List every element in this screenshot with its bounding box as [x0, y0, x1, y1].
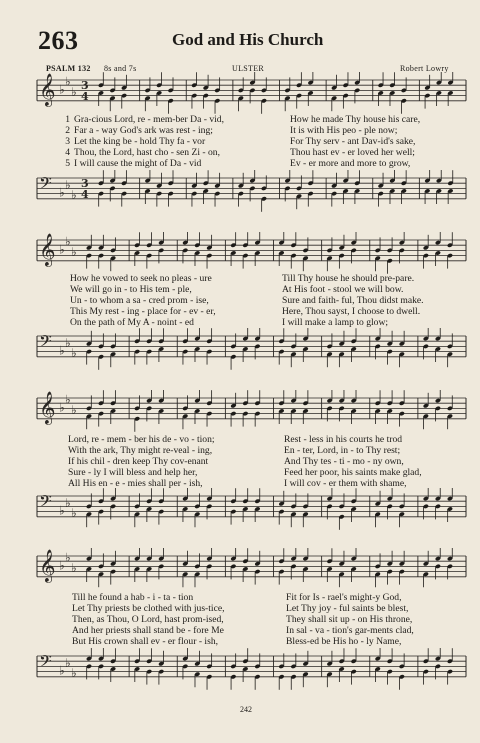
- flat-icon: ♭: [59, 82, 65, 97]
- lyric-line: Lord, re - mem - ber his de - vo - tion;: [68, 434, 215, 445]
- flat-icon: ♭: [65, 177, 71, 192]
- lyric-line: Let Thy priests be clothed with jus-tice,: [72, 603, 225, 614]
- flat-icon: ♭: [65, 495, 71, 510]
- verse-number: 2: [65, 125, 70, 136]
- flat-icon: ♭: [59, 185, 65, 200]
- page-number: 242: [240, 705, 252, 714]
- lyric-line: At His foot - stool we will bow.: [282, 284, 404, 295]
- lyric-line: With the ark, Thy might re-veal - ing,: [68, 445, 213, 456]
- hymn-number: 263: [38, 26, 79, 55]
- lyric-line: I will make a lamp to glow;: [282, 317, 389, 328]
- lyric-line: How he vowed to seek no pleas - ure: [70, 273, 212, 284]
- lyric-line: Feed her poor, his saints make glad,: [284, 467, 422, 478]
- treble-staff-2: [0, 232, 480, 276]
- flat-icon: ♭: [65, 234, 71, 249]
- flat-icon: ♭: [59, 663, 65, 678]
- treble-clef-icon: 𝄞: [39, 233, 56, 266]
- lyric-line: Thou hast ev - er loved her well;: [290, 147, 415, 158]
- bass-staff-3: [0, 488, 480, 534]
- lyric-line: Sure - ly I will bless and help her,: [68, 467, 198, 478]
- bass-staff-1: [0, 170, 480, 224]
- lyric-line: Rest - less in his courts he trod: [284, 434, 403, 445]
- psalm-reference: PSALM 132: [46, 64, 91, 73]
- lyric-line: And Thy tes - ti - mo - ny own,: [284, 456, 404, 467]
- flat-icon: ♭: [59, 343, 65, 358]
- lyric-line: Fit for Is - rael's might-y God,: [286, 592, 402, 603]
- time-signature: 3: [81, 177, 89, 190]
- verse-number: 3: [65, 136, 70, 147]
- flat-icon: ♭: [71, 506, 77, 521]
- flat-icon: ♭: [59, 558, 65, 573]
- lyric-line: We will go in - to His tem - ple,: [70, 284, 192, 295]
- lyric-line: And her priests shall stand be - fore Me: [72, 625, 224, 636]
- lyric-line: In sal - va - tion's gar-ments clad,: [286, 625, 414, 636]
- lyric-line: This My rest - ing - place for - ev - er,: [70, 306, 216, 317]
- time-signature: 4: [81, 90, 89, 103]
- flat-icon: ♭: [71, 245, 77, 259]
- composer: Robert Lowry: [400, 64, 449, 73]
- bass-staff-4: [0, 648, 480, 696]
- treble-staff-3: [0, 390, 480, 434]
- tune-name: ULSTER: [232, 64, 265, 73]
- flat-icon: ♭: [59, 400, 65, 415]
- lyric-line: Till he found a hab - i - ta - tion: [72, 592, 194, 603]
- lyric-line: For Thy serv - ant Dav-id's sake,: [290, 136, 416, 147]
- bass-clef-icon: 𝄢: [39, 331, 52, 355]
- verse-number: 1: [65, 114, 70, 125]
- flat-icon: ♭: [71, 85, 77, 99]
- time-signature: 3: [81, 79, 89, 92]
- flat-icon: ♭: [71, 403, 77, 417]
- lyric-line: They shall sit up - on His throne,: [286, 614, 413, 625]
- lyric-line: On the path of My A - noint - ed: [70, 317, 194, 328]
- treble-staff-4: [0, 548, 480, 592]
- flat-icon: ♭: [71, 346, 77, 361]
- lyric-line: Ev - er more and more to grow,: [290, 158, 411, 169]
- lyric-line: I will cause the might of Da - vid: [74, 158, 202, 169]
- flat-icon: ♭: [65, 335, 71, 350]
- lyric-line: Un - to whom a sa - cred prom - ise,: [70, 295, 209, 306]
- lyric-line: En - ter, Lord, in - to Thy rest;: [284, 445, 401, 456]
- lyric-line: Then, as Thou, O Lord, hast prom-ised,: [72, 614, 224, 625]
- lyric-line: All His en - e - mies shall per - ish,: [68, 478, 203, 489]
- bass-clef-icon: 𝄢: [39, 491, 52, 515]
- lyric-line: Gra-cious Lord, re - mem-ber Da - vid,: [74, 114, 224, 125]
- lyric-line: Sure and faith- ful, Thou didst make.: [282, 295, 424, 306]
- lyric-line: Bless-ed be His ho - ly Name,: [286, 636, 402, 647]
- verse-number: 4: [65, 147, 70, 158]
- verse-number: 5: [65, 158, 70, 169]
- lyric-line: But His crown shall ev - er flour - ish,: [72, 636, 219, 647]
- time-signature: 4: [81, 188, 89, 201]
- bass-staff-2: [0, 328, 480, 374]
- lyric-line: Here, Thou sayst, I choose to dwell.: [282, 306, 421, 317]
- lyric-line: Till Thy house he should pre-pare.: [282, 273, 415, 284]
- lyric-line: Let Thy joy - ful saints be blest,: [286, 603, 409, 614]
- flat-icon: ♭: [65, 655, 71, 670]
- bass-clef-icon: 𝄢: [39, 651, 52, 675]
- flat-icon: ♭: [59, 242, 65, 257]
- meter: 8s and 7s: [104, 64, 137, 73]
- lyric-line: I will cov - er them with shame,: [284, 478, 407, 489]
- flat-icon: ♭: [65, 550, 71, 565]
- hymn-title: God and His Church: [172, 30, 324, 49]
- flat-icon: ♭: [71, 188, 77, 203]
- treble-clef-icon: 𝄞: [39, 391, 56, 424]
- lyric-line: How he made Thy house his care,: [290, 114, 421, 125]
- treble-clef-icon: 𝄞: [39, 549, 56, 582]
- lyric-line: Thou, the Lord, hast cho - sen Zi - on,: [74, 147, 221, 158]
- lyric-line: If his chil - dren keep Thy cov-enant: [68, 456, 209, 467]
- flat-icon: ♭: [65, 392, 71, 407]
- bass-clef-icon: 𝄢: [39, 173, 52, 197]
- lyric-line: Far a - way God's ark was rest - ing;: [74, 125, 213, 136]
- flat-icon: ♭: [71, 561, 77, 575]
- lyric-line: Let the king be - hold Thy fa - vor: [74, 136, 206, 147]
- treble-clef-icon: 𝄞: [39, 73, 56, 106]
- flat-icon: ♭: [65, 74, 71, 89]
- flat-icon: ♭: [59, 503, 65, 518]
- lyric-line: It is with His peo - ple now;: [290, 125, 398, 136]
- flat-icon: ♭: [71, 666, 77, 681]
